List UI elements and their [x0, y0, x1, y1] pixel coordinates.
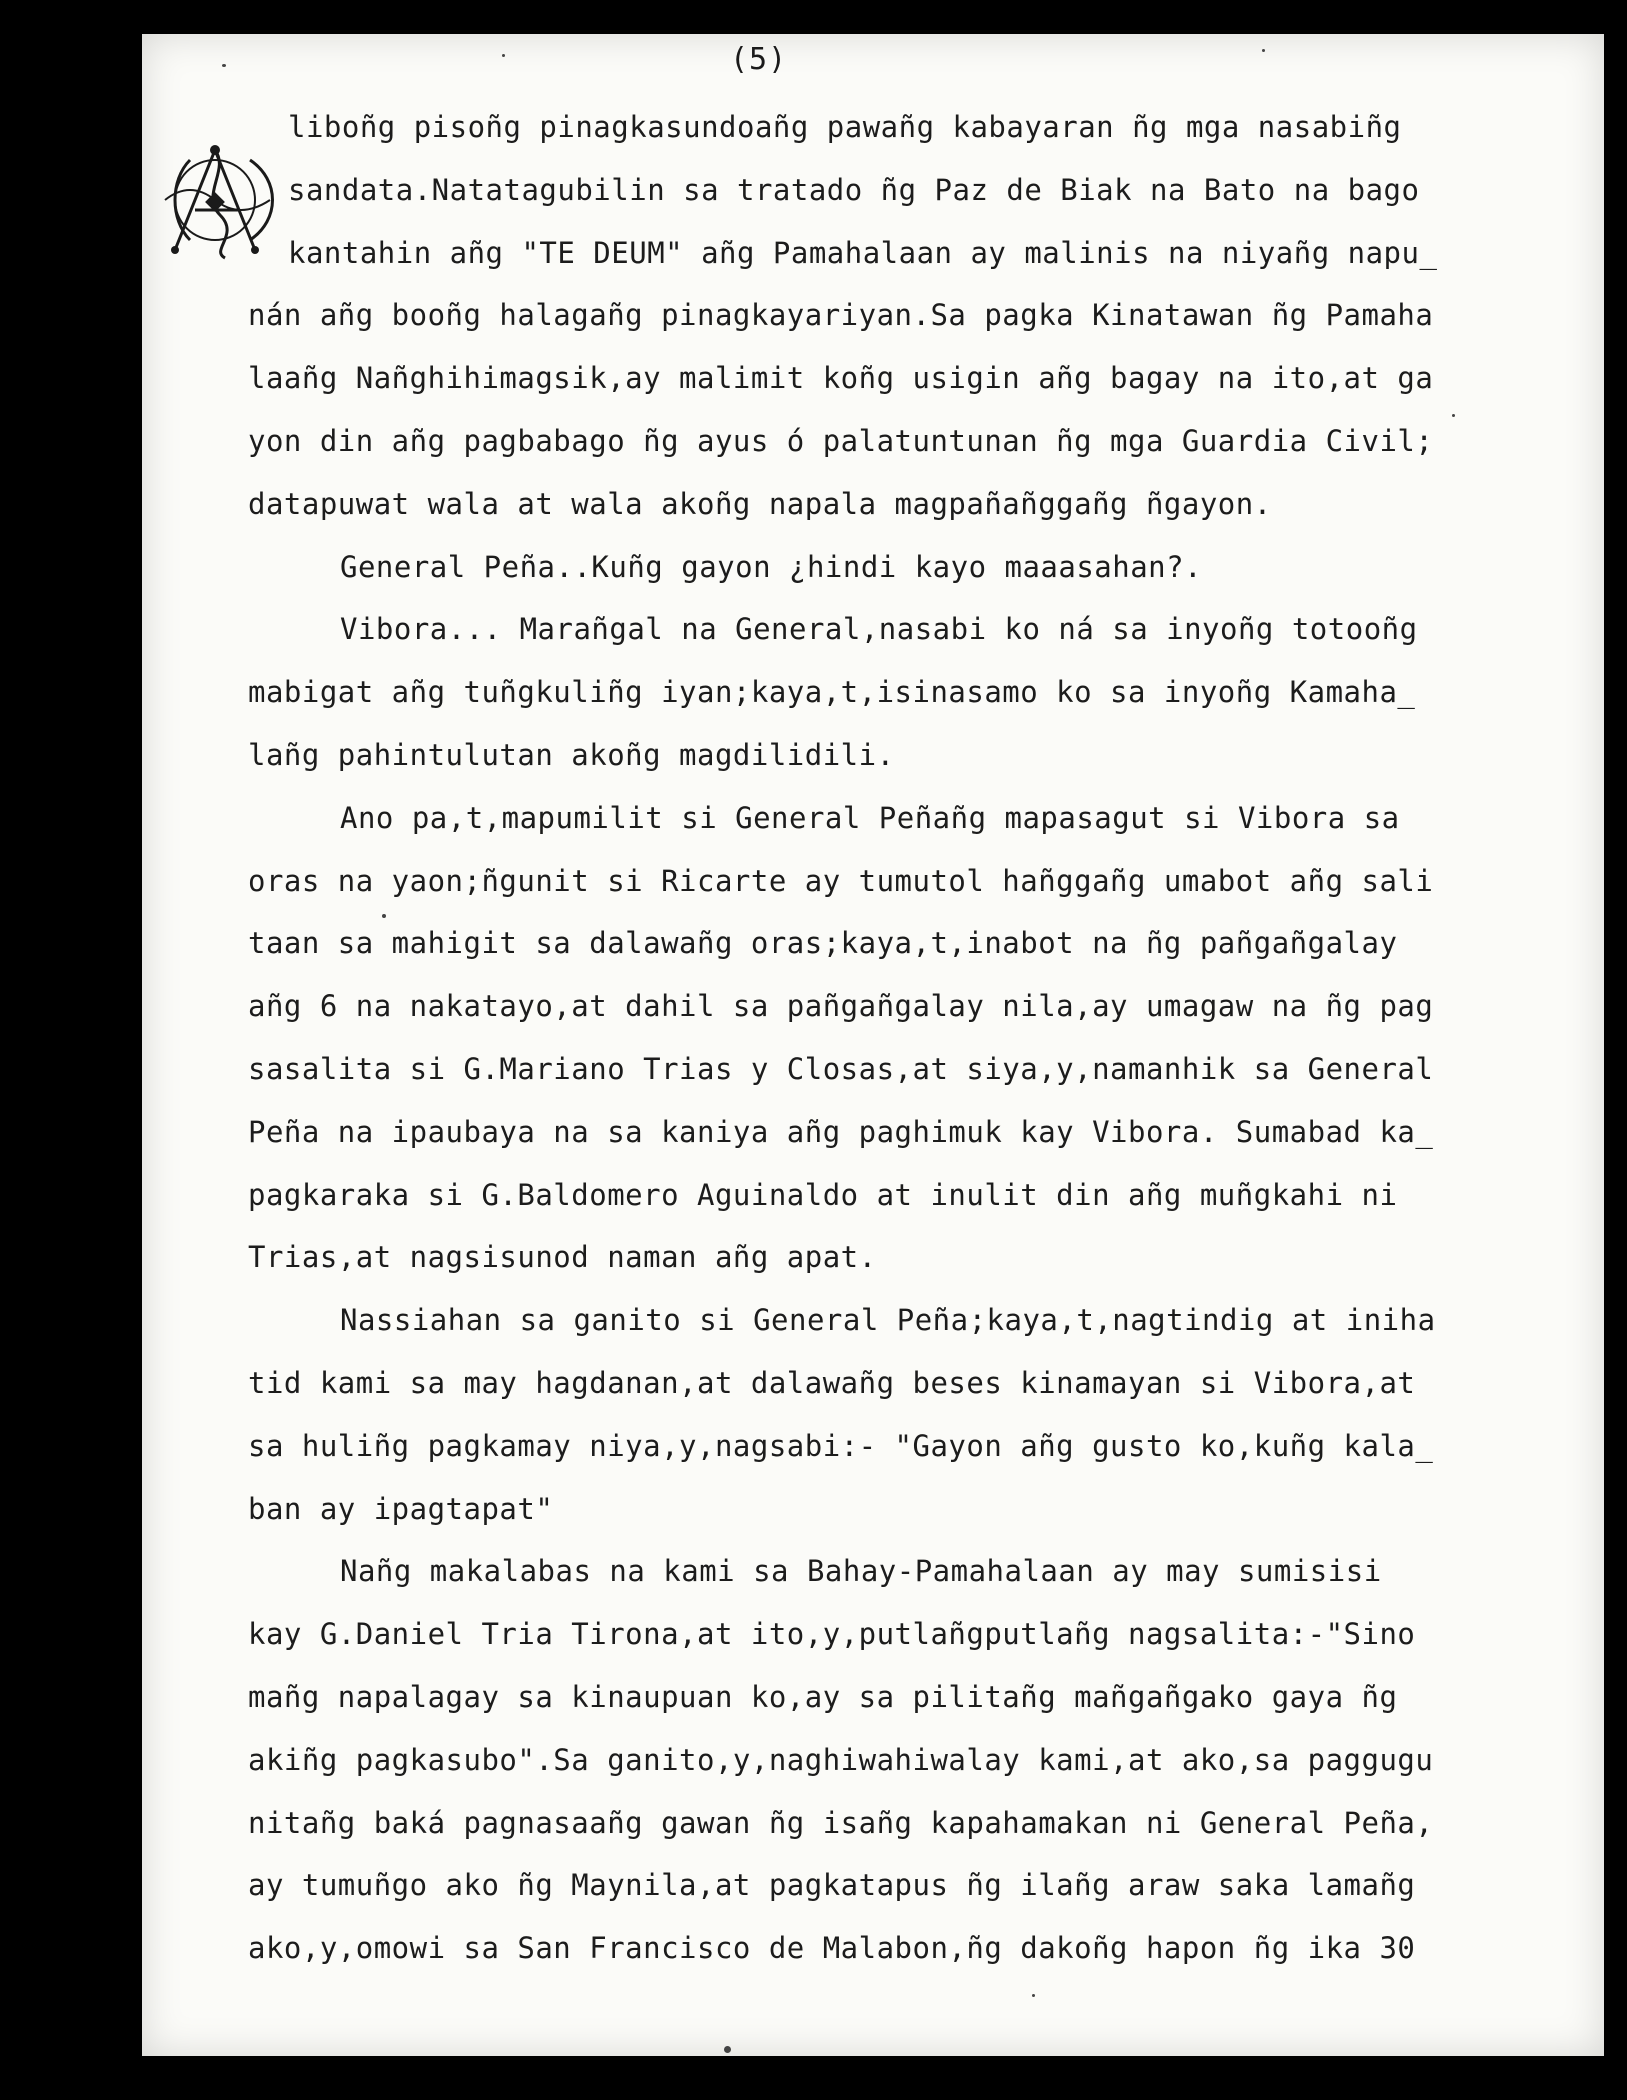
text-line: Peña na ipaubaya na sa kaniya añg paghimuk kay Vibora. Sumabad ka_	[248, 1114, 1434, 1149]
text-line: mañg napalagay sa kinaupuan ko,ay sa pilitañg mañgañgako gaya ñg	[248, 1680, 1398, 1714]
text-line: taan sa mahigit sa dalawañg oras;kaya,t,inabot na ñg pañgañgalay	[248, 926, 1398, 961]
text-line: ako,y,omowi sa San Francisco de Malabon,ñg dakoñg hapon ñg ika 30	[248, 1931, 1416, 1966]
page-number: (5)	[730, 42, 788, 77]
text-line: pagkaraka si G.Baldomero Aguinaldo at inulit din añg muñgkahi ni	[248, 1177, 1398, 1212]
text-line: ban ay ipagtapat"	[248, 1491, 554, 1526]
text-line: yon din añg pagbabago ñg ayus ó palatuntunan ñg mga Guardia Civil;	[248, 424, 1434, 458]
text-line: akiñg pagkasubo".Sa ganito,y,naghiwahiwalay kami,at ako,sa paggugu	[248, 1742, 1434, 1777]
text-line: kay G.Daniel Tria Tirona,at ito,y,putlañgputlañg nagsalita:-"Sino	[248, 1617, 1416, 1652]
text-line: liboñg pisoñg pinagkasundoañg pawañg kabayaran ñg mga nasabiñg	[288, 110, 1402, 144]
text-line: kantahin añg "TE DEUM" añg Pamahalaan ay malinis na niyañg napu_	[288, 235, 1438, 270]
text-line: laañg Nañghihimagsik,ay malimit koñg usigin añg bagay na ito,at ga	[248, 361, 1434, 396]
text-line: lañg pahintulutan akoñg magdilidili.	[248, 738, 895, 772]
text-line: Nañg makalabas na kami sa Bahay-Pamahalaan ay may sumisisi	[340, 1554, 1382, 1589]
text-line: nitañg baká pagnasaañg gawan ñg isañg kapahamakan ni General Peña,	[248, 1805, 1434, 1840]
text-line: Trias,at nagsisunod naman añg apat.	[248, 1240, 877, 1275]
text-line: añg 6 na nakatayo,at dahil sa pañgañgalay nila,ay umagaw na ñg pag	[248, 989, 1434, 1024]
text-line: Nassiahan sa ganito si General Peña;kaya,t,nagtindig at iniha	[340, 1303, 1436, 1338]
text-line: oras na yaon;ñgunit si Ricarte ay tumutol hañggañg umabot añg sali	[248, 863, 1434, 898]
text-line: mabigat añg tuñgkuliñg iyan;kaya,t,isinasamo ko sa inyoñg Kamaha_	[248, 675, 1416, 710]
text-line: General Peña..Kuñg gayon ¿hindi kayo maaasahan?.	[340, 549, 1203, 584]
text-line: sasalita si G.Mariano Trias y Closas,at siya,y,namanhik sa General	[248, 1052, 1434, 1086]
text-line: datapuwat wala at wala akoñg napala magpañañggañg ñgayon.	[248, 486, 1272, 521]
text-line: Ano pa,t,mapumilit si General Peñañg mapasagut si Vibora sa	[340, 800, 1400, 835]
text-line: ay tumuñgo ako ñg Maynila,at pagkatapus ñg ilañg araw saka lamañg	[248, 1868, 1416, 1903]
text-line: sandata.Natatagubilin sa tratado ñg Paz de Biak na Bato na bago	[288, 172, 1420, 207]
text-line: Vibora... Marañgal na General,nasabi ko ná sa inyoñg totooñg	[340, 612, 1418, 647]
decorative-initial-monogram	[160, 140, 290, 260]
text-line: sa huliñg pagkamay niya,y,nagsabi:- "Gayon añg gusto ko,kuñg kala_	[248, 1428, 1434, 1463]
text-line: tid kami sa may hagdanan,at dalawañg beses kinamayan si Vibora,at	[248, 1366, 1416, 1400]
text-line: nán añg booñg halagañg pinagkayariyan.Sa pagka Kinatawan ñg Pamaha	[248, 298, 1434, 333]
